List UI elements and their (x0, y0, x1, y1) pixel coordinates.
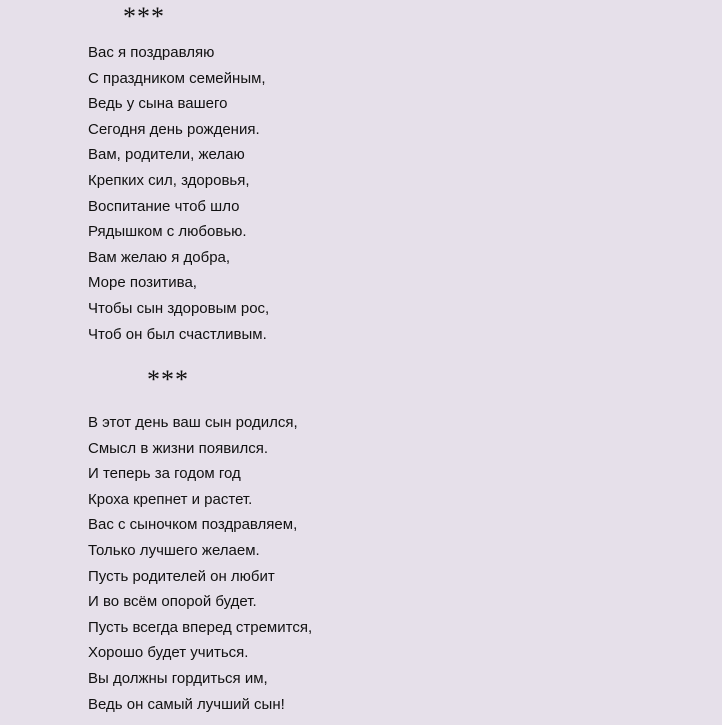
poem-line: Ведь он самый лучший сын! (88, 695, 285, 713)
poem-line: Вам, родители, желаю (88, 146, 245, 164)
poem-line: Пусть родителей он любит (88, 567, 275, 585)
poem-2 (88, 410, 312, 717)
poem-line: Сегодня день рождения. (88, 120, 260, 138)
poem-line: С праздником семейным, (88, 69, 266, 87)
poem-line: Только лучшего желаем. (88, 541, 260, 559)
poem-line: Рядышком с любовью. (88, 223, 247, 241)
poem-line: Кроха крепнет и растет. (88, 490, 253, 508)
poem-line: Вас я поздравляю (88, 44, 215, 61)
poem-line: Вас с сыночком поздравляем, (88, 516, 298, 534)
stanza-divider: *** (147, 365, 189, 394)
poem-line: В этот день ваш сын родился, (88, 414, 298, 431)
poem-line: И во всём опорой будет. (88, 593, 257, 611)
poem-line: Чтобы сын здоровым рос, (88, 299, 270, 317)
poem-line: Ведь у сына вашего (88, 95, 228, 113)
poem-line: Вы должны гордиться им, (88, 669, 268, 687)
poem-line: Крепких сил, здоровья, (88, 171, 250, 189)
poem-line: Воспитание чтоб шло (88, 197, 240, 215)
poem-line: Чтоб он был счастливым. (88, 325, 267, 343)
poem-line: Смысл в жизни появился. (88, 439, 269, 457)
poem-line: Море позитива, (88, 274, 197, 292)
poem-line: Пусть всегда вперед стремится, (88, 618, 313, 636)
poem-line: Хорошо будет учиться. (88, 644, 249, 662)
poem-line: И теперь за годом год (88, 465, 241, 483)
stanza-divider: *** (123, 2, 165, 31)
poem-line: Вам желаю я добра, (88, 248, 231, 266)
poem-1 (88, 40, 269, 347)
